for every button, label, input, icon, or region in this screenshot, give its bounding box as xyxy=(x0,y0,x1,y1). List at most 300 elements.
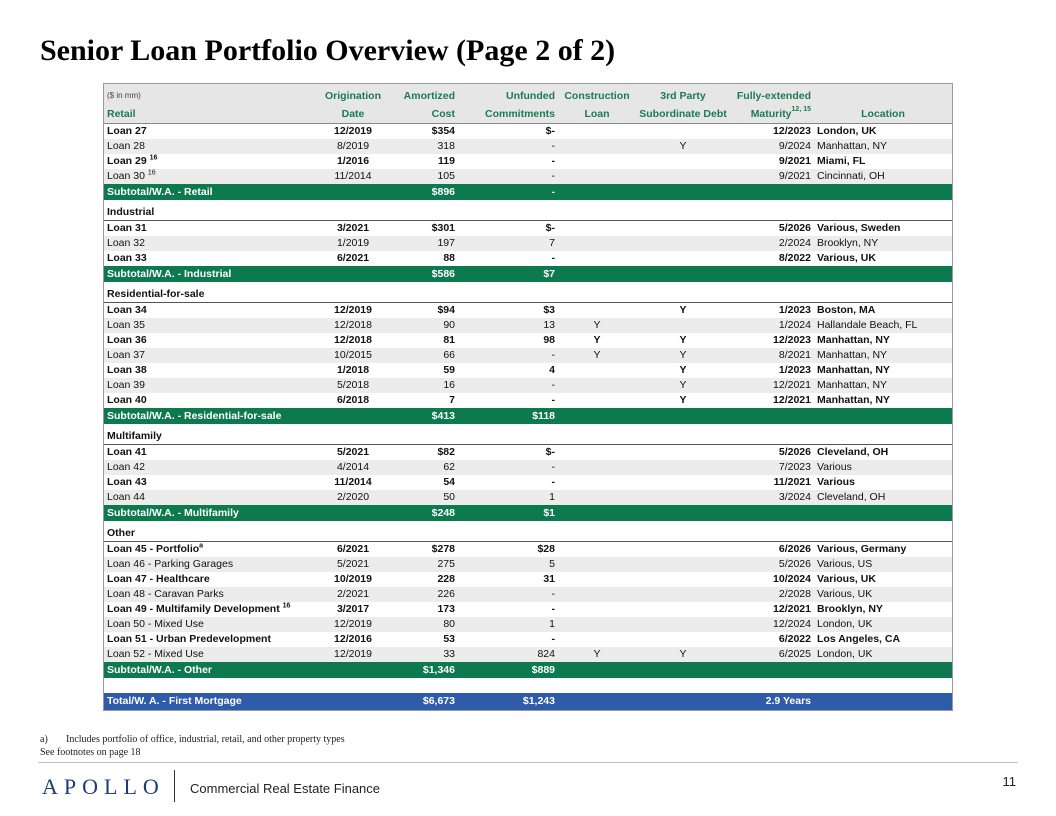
col-construction-top: Construction xyxy=(564,90,630,102)
cell-subordinate-debt xyxy=(636,557,730,572)
col-construction: Loan xyxy=(558,103,636,124)
cell-name: Loan 27 xyxy=(107,125,147,137)
cell-location: Manhattan, NY xyxy=(817,334,890,346)
cell-origination: 12/2016 xyxy=(334,633,372,645)
cell-origination: 6/2021 xyxy=(336,252,370,264)
cell-unfunded: - xyxy=(458,139,558,154)
cell-subordinate-debt xyxy=(636,617,730,632)
cell-unfunded: 31 xyxy=(543,573,555,585)
cell-location: Manhattan, NY xyxy=(817,364,890,376)
cell-amortized-cost: 90 xyxy=(388,318,458,333)
cell-construction xyxy=(558,408,636,424)
cell-construction xyxy=(558,139,636,154)
cell-maturity: 6/2022 xyxy=(778,633,811,645)
cell-subordinate-debt: Y xyxy=(636,139,730,154)
table-row xyxy=(104,460,952,475)
table-row xyxy=(104,475,952,490)
table-row xyxy=(104,602,952,617)
cell-subordinate-debt xyxy=(636,475,730,490)
cell-subordinate-debt: Y xyxy=(679,334,687,346)
footer-divider xyxy=(38,762,1018,763)
cell-unfunded: $3 xyxy=(543,304,555,316)
cell-subordinate-debt xyxy=(636,490,730,505)
cell-location: Various, UK xyxy=(817,252,876,264)
table-row xyxy=(104,139,952,154)
table-row xyxy=(104,587,952,602)
spacer-row xyxy=(104,678,952,693)
cell-location xyxy=(814,184,952,200)
cell-amortized-cost: 81 xyxy=(443,334,455,346)
cell-unfunded: $- xyxy=(545,222,555,234)
cell-location xyxy=(814,662,952,678)
cell-subordinate-debt xyxy=(636,572,730,587)
cell-location: Manhattan, NY xyxy=(814,139,952,154)
cell-subordinate-debt xyxy=(636,632,730,647)
cell-origination: 11/2014 xyxy=(318,169,388,184)
cell-unfunded: $- xyxy=(545,446,555,458)
col-maturity-label: Maturity xyxy=(750,108,792,120)
see-footnotes-note: See footnotes on page 18 xyxy=(40,747,141,758)
cell-unfunded: 1 xyxy=(458,490,558,505)
cell-maturity: 2/2028 xyxy=(730,587,814,602)
cell-construction xyxy=(558,266,636,282)
cell-unfunded: 1 xyxy=(458,617,558,632)
cell-maturity xyxy=(730,505,814,521)
cell-maturity xyxy=(730,184,814,200)
cell-origination xyxy=(318,505,388,521)
cell-amortized-cost: 228 xyxy=(437,573,455,585)
cell-construction xyxy=(558,693,636,710)
cell-amortized-cost: 197 xyxy=(388,236,458,251)
cell-location: Brooklyn, NY xyxy=(814,236,952,251)
table-body xyxy=(104,124,952,711)
cell-amortized-cost: 50 xyxy=(388,490,458,505)
cell-name: Subtotal/W.A. - Industrial xyxy=(104,266,318,282)
cell-unfunded: 98 xyxy=(543,334,555,346)
cell-amortized-cost: $413 xyxy=(388,408,458,424)
logo-divider xyxy=(174,770,175,802)
cell-unfunded: - xyxy=(551,633,555,645)
subtotal-row xyxy=(104,184,952,200)
cell-origination: 1/2018 xyxy=(336,364,370,376)
cell-maturity xyxy=(730,408,814,424)
cell-location xyxy=(814,408,952,424)
footnote-ref: 16 xyxy=(282,602,291,610)
cell-construction xyxy=(558,557,636,572)
cell-unfunded: $28 xyxy=(537,543,555,555)
cell-name: Subtotal/W.A. - Other xyxy=(104,662,318,678)
cell-construction xyxy=(558,602,636,617)
table-row xyxy=(104,378,952,393)
section-header-row xyxy=(104,282,952,303)
cell-subordinate-debt: Y xyxy=(636,348,730,363)
cell-origination: 10/2015 xyxy=(318,348,388,363)
table-row xyxy=(104,542,952,558)
section-header-row xyxy=(104,200,952,221)
table-row xyxy=(104,124,952,140)
col-location-top xyxy=(814,84,952,103)
table-row xyxy=(104,154,952,169)
cell-construction xyxy=(558,587,636,602)
cell-amortized-cost: $278 xyxy=(431,543,455,555)
cell-subordinate-debt xyxy=(636,693,730,710)
footnote-marker: a) xyxy=(40,734,48,745)
cell-origination: 1/2019 xyxy=(318,236,388,251)
loan-portfolio-table xyxy=(104,84,952,710)
cell-construction xyxy=(558,490,636,505)
cell-amortized-cost: 66 xyxy=(388,348,458,363)
cell-unfunded: - xyxy=(551,603,555,615)
cell-origination: 6/2021 xyxy=(336,543,370,555)
cell-maturity: 2.9 Years xyxy=(730,693,814,710)
cell-maturity: 5/2026 xyxy=(778,222,811,234)
table-row xyxy=(104,251,952,266)
division-name: Commercial Real Estate Finance xyxy=(190,781,381,796)
cell-name: Loan 35 xyxy=(104,318,318,333)
cell-unfunded: 7 xyxy=(458,236,558,251)
cell-name: Loan 39 xyxy=(104,378,318,393)
cell-origination: 12/2019 xyxy=(334,125,372,137)
cell-origination: 12/2019 xyxy=(334,304,372,316)
page-number: 11 xyxy=(1002,774,1016,789)
cell-subordinate-debt xyxy=(636,251,730,266)
cell-maturity: 6/2025 xyxy=(730,647,814,662)
cell-construction: Y xyxy=(593,334,601,346)
cell-subordinate-debt: Y xyxy=(636,378,730,393)
table-row xyxy=(104,445,952,461)
cell-construction: Y xyxy=(558,318,636,333)
loan-name: Loan 49 - Multifamily Development xyxy=(107,603,280,615)
cell-construction xyxy=(558,184,636,200)
cell-name: Loan 43 xyxy=(107,476,147,488)
cell-amortized-cost: 53 xyxy=(443,633,455,645)
cell-construction xyxy=(558,303,636,319)
cell-construction xyxy=(558,169,636,184)
col-amortized-top: Amortized xyxy=(403,90,455,102)
cell-subordinate-debt xyxy=(636,154,730,169)
cell-maturity: 3/2024 xyxy=(730,490,814,505)
cell-amortized-cost: $6,673 xyxy=(388,693,458,710)
cell-location: Various, US xyxy=(814,557,952,572)
cell-maturity xyxy=(730,266,814,282)
subtotal-row xyxy=(104,408,952,424)
cell-location: Miami, FL xyxy=(817,155,866,167)
cell-name: Loan 40 xyxy=(107,394,147,406)
cell-maturity: 5/2026 xyxy=(730,557,814,572)
cell-name: Loan 28 xyxy=(104,139,318,154)
cell-maturity: 5/2026 xyxy=(778,446,811,458)
cell-maturity: 9/2021 xyxy=(778,155,811,167)
cell-unfunded: 13 xyxy=(458,318,558,333)
table-header xyxy=(104,84,952,124)
table-row xyxy=(104,632,952,647)
cell-subordinate-debt xyxy=(636,169,730,184)
cell-subordinate-debt xyxy=(636,587,730,602)
cell-subordinate-debt: Y xyxy=(679,394,687,406)
cell-construction xyxy=(558,221,636,237)
cell-name xyxy=(104,602,318,617)
cell-construction xyxy=(558,236,636,251)
cell-amortized-cost: 80 xyxy=(388,617,458,632)
cell-name: Loan 36 xyxy=(107,334,147,346)
cell-construction xyxy=(558,505,636,521)
cell-location: London, UK xyxy=(817,125,877,137)
cell-subordinate-debt xyxy=(636,662,730,678)
spacer-cell xyxy=(104,678,952,693)
cell-maturity: 12/2023 xyxy=(773,334,811,346)
cell-name: Loan 34 xyxy=(107,304,147,316)
cell-subordinate-debt xyxy=(636,266,730,282)
cell-amortized-cost: 318 xyxy=(388,139,458,154)
cell-name: Loan 31 xyxy=(107,222,147,234)
cell-amortized-cost: $896 xyxy=(388,184,458,200)
cell-name: Loan 38 xyxy=(107,364,147,376)
cell-maturity: 6/2026 xyxy=(778,543,811,555)
cell-origination xyxy=(318,408,388,424)
cell-location: Brooklyn, NY xyxy=(817,603,883,615)
cell-origination: 12/2019 xyxy=(318,617,388,632)
cell-amortized-cost: 16 xyxy=(388,378,458,393)
cell-amortized-cost: 54 xyxy=(443,476,455,488)
cell-origination: 11/2014 xyxy=(334,476,372,488)
footnote-ref: 16 xyxy=(147,169,156,177)
cell-origination: 2/2020 xyxy=(318,490,388,505)
cell-subordinate-debt xyxy=(636,602,730,617)
table-row xyxy=(104,490,952,505)
cell-amortized-cost: 33 xyxy=(388,647,458,662)
col-location: Location xyxy=(814,103,952,124)
cell-unfunded: $889 xyxy=(458,662,558,678)
table-row xyxy=(104,236,952,251)
cell-amortized-cost: 173 xyxy=(437,603,455,615)
cell-construction xyxy=(558,632,636,647)
table-row xyxy=(104,318,952,333)
cell-origination xyxy=(318,184,388,200)
cell-construction xyxy=(558,662,636,678)
cell-maturity: 8/2021 xyxy=(730,348,814,363)
col-3rd-party: Subordinate Debt xyxy=(636,103,730,124)
cell-maturity: 2/2024 xyxy=(730,236,814,251)
cell-location: Various, UK xyxy=(817,573,876,585)
cell-construction xyxy=(558,363,636,378)
cell-amortized-cost: $94 xyxy=(437,304,455,316)
col-amortized: Cost xyxy=(388,103,458,124)
subtotal-row xyxy=(104,662,952,678)
cell-maturity: 11/2021 xyxy=(773,476,811,488)
cell-location: Various, Sweden xyxy=(817,222,901,234)
cell-unfunded: $7 xyxy=(458,266,558,282)
table-row xyxy=(104,169,952,184)
table-row xyxy=(104,363,952,378)
cell-subordinate-debt xyxy=(636,460,730,475)
cell-unfunded: $- xyxy=(545,125,555,137)
cell-maturity: 12/2021 xyxy=(730,378,814,393)
table-row xyxy=(104,647,952,662)
cell-maturity: 1/2024 xyxy=(730,318,814,333)
cell-name: Loan 32 xyxy=(104,236,318,251)
cell-construction xyxy=(558,378,636,393)
total-row xyxy=(104,693,952,710)
cell-subordinate-debt xyxy=(636,542,730,558)
cell-name: Loan 46 - Parking Garages xyxy=(104,557,318,572)
cell-name: Loan 44 xyxy=(104,490,318,505)
loan-name: Loan 29 xyxy=(107,155,147,167)
header-row-1 xyxy=(104,84,952,103)
cell-location: Manhattan, NY xyxy=(814,348,952,363)
cell-unfunded: $1 xyxy=(458,505,558,521)
cell-amortized-cost: 226 xyxy=(388,587,458,602)
cell-name: Loan 41 xyxy=(107,446,147,458)
cell-amortized-cost: 7 xyxy=(449,394,455,406)
cell-unfunded: - xyxy=(458,184,558,200)
cell-maturity: 10/2024 xyxy=(773,573,811,585)
cell-location xyxy=(814,693,952,710)
cell-construction xyxy=(558,251,636,266)
loan-table-frame xyxy=(103,83,953,711)
cell-subordinate-debt xyxy=(636,236,730,251)
loan-name: Loan 45 - Portfolio xyxy=(107,543,200,555)
cell-amortized-cost: $1,346 xyxy=(388,662,458,678)
cell-construction xyxy=(558,475,636,490)
table-row xyxy=(104,617,952,632)
cell-location: London, UK xyxy=(814,617,952,632)
footnote xyxy=(40,734,345,745)
cell-location xyxy=(814,505,952,521)
section-label: Multifamily xyxy=(104,424,952,445)
cell-origination: 1/2016 xyxy=(336,155,370,167)
cell-origination: 6/2018 xyxy=(336,394,370,406)
cell-origination: 4/2014 xyxy=(318,460,388,475)
col-maturity-footnote: 12, 15 xyxy=(791,106,811,113)
cell-location: Boston, MA xyxy=(817,304,876,316)
cell-location: Various, UK xyxy=(814,587,952,602)
section-label: Other xyxy=(104,521,952,542)
cell-name: Total/W. A. - First Mortgage xyxy=(104,693,318,710)
col-section-retail: Retail xyxy=(104,103,318,124)
cell-maturity: 12/2021 xyxy=(773,603,811,615)
footnote-ref: 16 xyxy=(149,154,158,162)
table-row xyxy=(104,348,952,363)
cell-subordinate-debt: Y xyxy=(679,364,687,376)
cell-subordinate-debt: Y xyxy=(636,647,730,662)
cell-location xyxy=(814,266,952,282)
table-row xyxy=(104,557,952,572)
cell-origination: 5/2021 xyxy=(318,557,388,572)
cell-location: Various xyxy=(814,460,952,475)
cell-name: Loan 42 xyxy=(104,460,318,475)
cell-name: Loan 37 xyxy=(104,348,318,363)
table-row xyxy=(104,572,952,587)
col-origination: Date xyxy=(318,103,388,124)
cell-construction: Y xyxy=(558,647,636,662)
cell-name: Loan 52 - Mixed Use xyxy=(104,647,318,662)
section-header-row xyxy=(104,424,952,445)
cell-construction xyxy=(558,154,636,169)
cell-origination: 2/2021 xyxy=(318,587,388,602)
cell-amortized-cost: 59 xyxy=(443,364,455,376)
cell-name: Subtotal/W.A. - Retail xyxy=(104,184,318,200)
cell-location: Various xyxy=(817,476,855,488)
cell-origination: 10/2019 xyxy=(334,573,372,585)
cell-name: Loan 50 - Mixed Use xyxy=(104,617,318,632)
cell-name: Subtotal/W.A. - Multifamily xyxy=(104,505,318,521)
cell-location: London, UK xyxy=(814,647,952,662)
cell-origination xyxy=(318,266,388,282)
cell-unfunded: - xyxy=(458,169,558,184)
cell-maturity: 12/2021 xyxy=(773,394,811,406)
cell-unfunded: - xyxy=(458,378,558,393)
cell-name: Loan 51 - Urban Predevelopment xyxy=(107,633,271,645)
cell-construction xyxy=(558,124,636,140)
cell-unfunded: 4 xyxy=(549,364,555,376)
cell-unfunded: $1,243 xyxy=(458,693,558,710)
cell-maturity: 12/2024 xyxy=(730,617,814,632)
cell-construction: Y xyxy=(558,348,636,363)
cell-maturity: 7/2023 xyxy=(730,460,814,475)
cell-amortized-cost: 119 xyxy=(438,155,455,167)
header-row-2 xyxy=(104,103,952,124)
cell-construction xyxy=(558,445,636,461)
section-label: Residential-for-sale xyxy=(104,282,952,303)
cell-location: Manhattan, NY xyxy=(814,378,952,393)
cell-unfunded: - xyxy=(458,460,558,475)
cell-name: Loan 47 - Healthcare xyxy=(107,573,210,585)
cell-location: Various, Germany xyxy=(817,543,907,555)
col-unfunded-top: Unfunded xyxy=(506,90,555,102)
cell-origination: 12/2019 xyxy=(318,647,388,662)
cell-subordinate-debt xyxy=(636,184,730,200)
cell-origination xyxy=(318,662,388,678)
subtotal-row xyxy=(104,505,952,521)
cell-unfunded: - xyxy=(551,155,555,167)
col-3rd-party-top: 3rd Party xyxy=(660,90,706,102)
cell-maturity: 12/2023 xyxy=(773,125,811,137)
table-row xyxy=(104,333,952,348)
cell-name: Subtotal/W.A. - Residential-for-sale xyxy=(104,408,318,424)
cell-subordinate-debt xyxy=(636,318,730,333)
cell-name xyxy=(104,542,318,558)
cell-maturity xyxy=(730,662,814,678)
table-row xyxy=(104,303,952,319)
cell-origination: 5/2021 xyxy=(336,446,370,458)
subtotal-row xyxy=(104,266,952,282)
cell-subordinate-debt xyxy=(636,445,730,461)
col-origination-top: Origination xyxy=(325,90,381,102)
cell-unfunded: - xyxy=(551,252,555,264)
cell-name xyxy=(104,169,318,184)
cell-maturity: 9/2024 xyxy=(730,139,814,154)
section-label: Industrial xyxy=(104,200,952,221)
cell-amortized-cost: 275 xyxy=(388,557,458,572)
cell-construction xyxy=(558,572,636,587)
col-maturity-top: Fully-extended xyxy=(736,90,811,102)
cell-subordinate-debt xyxy=(636,505,730,521)
apollo-logo: APOLLO xyxy=(42,774,165,799)
cell-unfunded: $118 xyxy=(458,408,558,424)
cell-amortized-cost: $82 xyxy=(437,446,455,458)
cell-maturity: 1/2023 xyxy=(778,364,811,376)
footnote-ref: a xyxy=(199,542,204,550)
col-maturity xyxy=(730,103,814,124)
cell-origination: 12/2018 xyxy=(334,334,372,346)
table-row xyxy=(104,393,952,408)
cell-name: Loan 48 - Caravan Parks xyxy=(104,587,318,602)
cell-location: Cincinnati, OH xyxy=(814,169,952,184)
cell-construction xyxy=(558,542,636,558)
cell-amortized-cost: $301 xyxy=(431,222,455,234)
cell-unfunded: 5 xyxy=(458,557,558,572)
cell-origination: 8/2019 xyxy=(318,139,388,154)
